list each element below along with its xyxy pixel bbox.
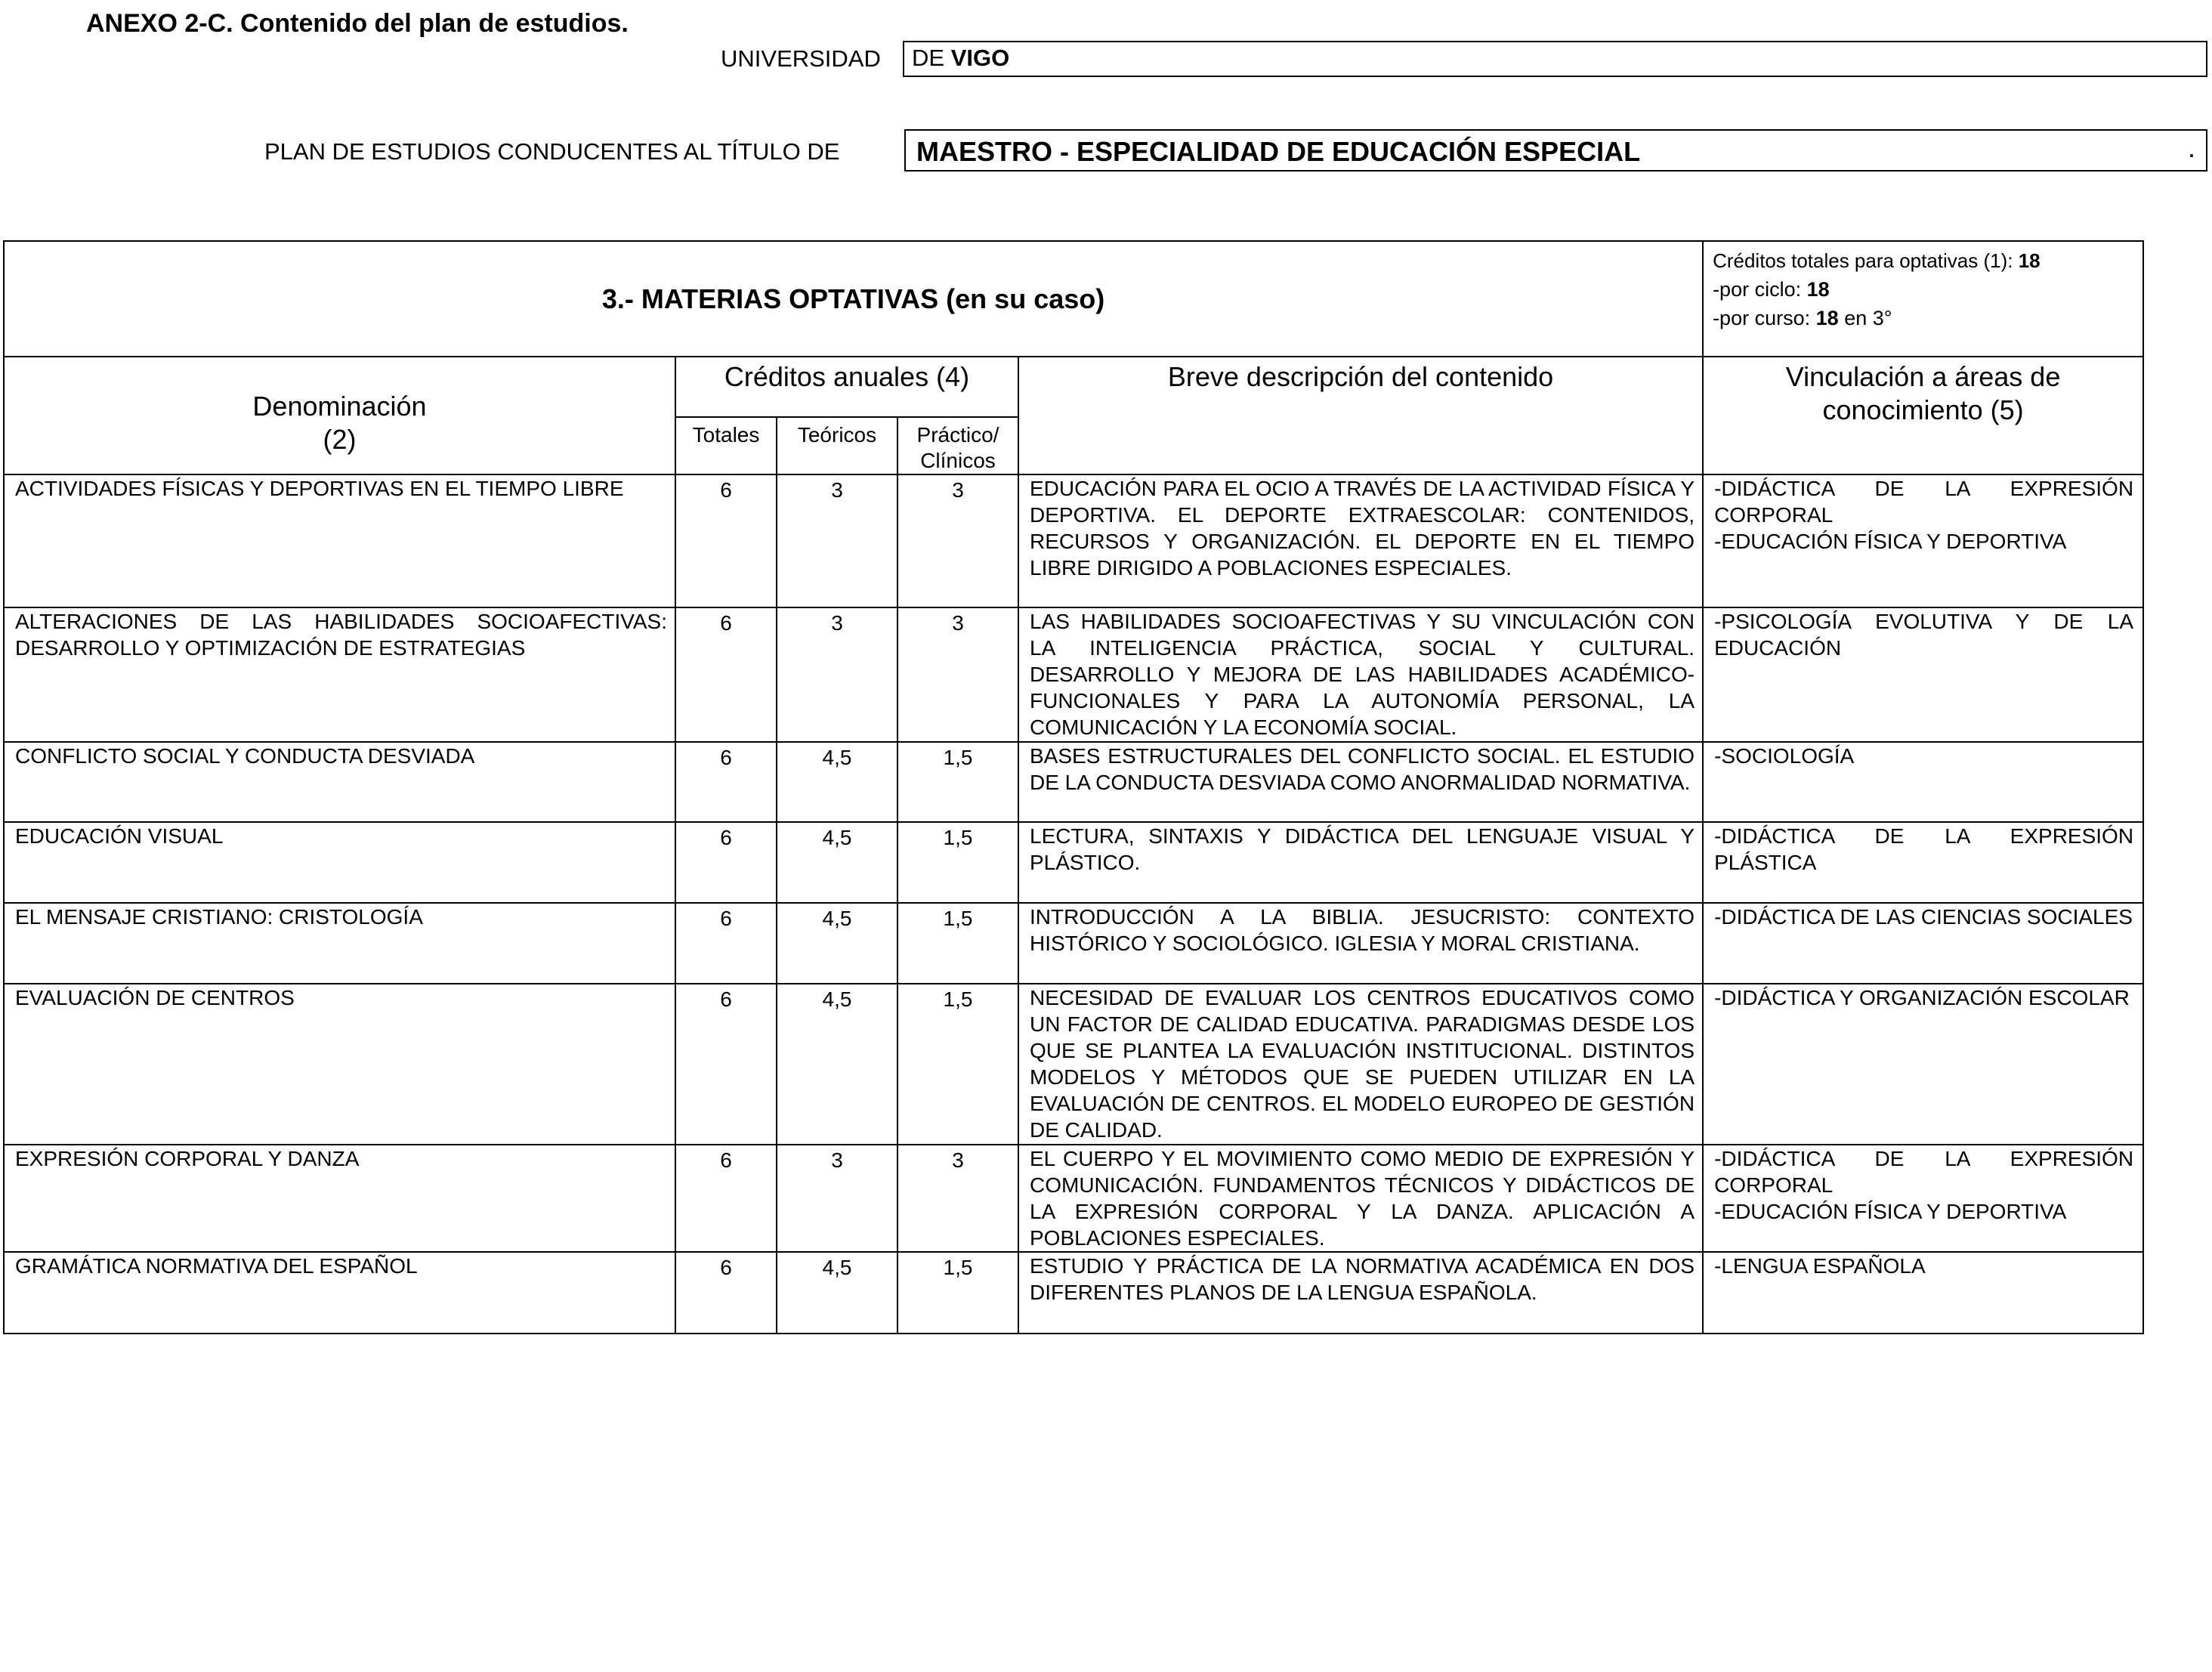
por-ciclo-line	[1713, 275, 2133, 304]
area-item: -SOCIOLOGÍA	[1714, 744, 1855, 768]
table-row	[4, 1145, 2143, 1252]
por-curso-suffix: en 3°	[1844, 307, 1892, 329]
credits-teoricos: 4,5	[777, 984, 897, 1145]
header-teoricos: Teóricos	[777, 417, 897, 474]
table-row	[4, 1252, 2143, 1334]
credits-total-line	[1713, 246, 2133, 275]
area-item: -LENGUA ESPAÑOLA	[1714, 1254, 1926, 1278]
credits-practicos: 3	[897, 607, 1018, 742]
credits-practicos: 1,5	[897, 903, 1018, 984]
knowledge-areas	[1703, 822, 2143, 903]
annex-title: ANEXO 2-C. Contenido del plan de estudios.	[86, 9, 629, 38]
denominacion-label: Denominación	[252, 391, 427, 422]
university-prefix: DE	[912, 45, 945, 71]
credits-teoricos: 3	[777, 1145, 897, 1252]
table-row	[4, 984, 2143, 1145]
credits-practicos: 3	[897, 1145, 1018, 1252]
credits-teoricos: 4,5	[777, 903, 897, 984]
header-totales: Totales	[675, 417, 777, 474]
area-item: -DIDÁCTICA DE LA EXPRESIÓN PLÁSTICA	[1714, 824, 2134, 874]
credits-teoricos: 4,5	[777, 742, 897, 822]
plan-title-field	[904, 129, 2207, 172]
credits-teoricos: 3	[777, 607, 897, 742]
section-title: 3.- MATERIAS OPTATIVAS (en su caso)	[4, 241, 1703, 357]
por-ciclo-value: 18	[1806, 278, 1830, 301]
knowledge-areas	[1703, 1145, 2143, 1252]
area-item: -PSICOLOGÍA EVOLUTIVA Y DE LA EDUCACIÓN	[1714, 610, 2134, 660]
knowledge-areas	[1703, 903, 2143, 984]
area-item: -DIDÁCTICA DE LA EXPRESIÓN CORPORAL	[1714, 1147, 2134, 1197]
por-ciclo-label: -por ciclo:	[1713, 278, 1802, 301]
optional-subjects-table	[3, 240, 2144, 1334]
subject-name: EL MENSAJE CRISTIANO: CRISTOLOGÍA	[4, 903, 675, 984]
area-item: -DIDÁCTICA DE LA EXPRESIÓN CORPORAL	[1714, 477, 2134, 527]
credits-teoricos: 4,5	[777, 1252, 897, 1334]
plan-label: PLAN DE ESTUDIOS CONDUCENTES AL TÍTULO DE	[264, 138, 840, 165]
subject-description: NECESIDAD DE EVALUAR LOS CENTROS EDUCATIVOS COMO UN FACTOR DE CALIDAD EDUCATIVA. PARADIGMAS DESDE LOS QUE SE PLANTEA LA EVALUACIÓN INSTITUCIONAL. DISTINTOS MODELOS Y MÉTODOS QUE SE PUEDEN UTILIZAR EN LA EVALUACIÓN DE CENTROS. EL MODELO EUROPEO DE GESTIÓN DE CALIDAD.	[1018, 984, 1703, 1145]
credits-teoricos: 3	[777, 474, 897, 607]
plan-title: MAESTRO - ESPECIALIDAD DE EDUCACIÓN ESPECIAL	[916, 136, 1641, 167]
subject-name: EVALUACIÓN DE CENTROS	[4, 984, 675, 1145]
area-item: -DIDÁCTICA DE LAS CIENCIAS SOCIALES	[1714, 905, 2133, 929]
area-item: -EDUCACIÓN FÍSICA Y DEPORTIVA	[1714, 530, 2067, 553]
subject-description: LECTURA, SINTAXIS Y DIDÁCTICA DEL LENGUAJE VISUAL Y PLÁSTICO.	[1018, 822, 1703, 903]
university-name: VIGO	[950, 45, 1010, 71]
header-creditos: Créditos anuales (4)	[675, 357, 1018, 417]
subject-name: EXPRESIÓN CORPORAL Y DANZA	[4, 1145, 675, 1252]
subject-description: LAS HABILIDADES SOCIOAFECTIVAS Y SU VINCULACIÓN CON LA INTELIGENCIA PRÁCTICA, SOCIAL Y CULTURAL. DESARROLLO Y MEJORA DE LAS HABILIDADES ACADÉMICO-FUNCIONALES Y PARA LA AUTONOMÍA PERSONAL, LA COMUNICACIÓN Y LA ECONOMÍA SOCIAL.	[1018, 607, 1703, 742]
credits-totales: 6	[675, 1252, 777, 1334]
credits-totales: 6	[675, 903, 777, 984]
subject-name: GRAMÁTICA NORMATIVA DEL ESPAÑOL	[4, 1252, 675, 1334]
table-row	[4, 474, 2143, 607]
credits-practicos: 3	[897, 474, 1018, 607]
subject-name: ALTERACIONES DE LAS HABILIDADES SOCIOAFECTIVAS: DESARROLLO Y OPTIMIZACIÓN DE ESTRATEGIAS	[4, 607, 675, 742]
header-vinculacion: Vinculación a áreas de conocimiento (5)	[1703, 357, 2143, 474]
table-row	[4, 903, 2143, 984]
knowledge-areas	[1703, 1252, 2143, 1334]
subject-name: ACTIVIDADES FÍSICAS Y DEPORTIVAS EN EL TIEMPO LIBRE	[4, 474, 675, 607]
credits-totales: 6	[675, 1145, 777, 1252]
credits-practicos: 1,5	[897, 822, 1018, 903]
table-row	[4, 822, 2143, 903]
credits-totales: 6	[675, 742, 777, 822]
subject-name: CONFLICTO SOCIAL Y CONDUCTA DESVIADA	[4, 742, 675, 822]
credits-practicos: 1,5	[897, 984, 1018, 1145]
credits-teoricos: 4,5	[777, 822, 897, 903]
header-practicos: Práctico/ Clínicos	[897, 417, 1018, 474]
plan-mark: .	[2187, 132, 2195, 163]
knowledge-areas	[1703, 607, 2143, 742]
table-row	[4, 742, 2143, 822]
credits-total-value: 18	[2018, 249, 2041, 272]
credits-totales: 6	[675, 822, 777, 903]
subject-description: ESTUDIO Y PRÁCTICA DE LA NORMATIVA ACADÉMICA EN DOS DIFERENTES PLANOS DE LA LENGUA ESPAÑOLA.	[1018, 1252, 1703, 1334]
subject-description: EL CUERPO Y EL MOVIMIENTO COMO MEDIO DE EXPRESIÓN Y COMUNICACIÓN. FUNDAMENTOS TÉCNICOS Y DIDÁCTICOS DE LA EXPRESIÓN CORPORAL Y LA DANZA. APLICACIÓN A POBLACIONES ESPECIALES.	[1018, 1145, 1703, 1252]
credits-summary	[1703, 241, 2143, 357]
subject-name: EDUCACIÓN VISUAL	[4, 822, 675, 903]
subject-description: BASES ESTRUCTURALES DEL CONFLICTO SOCIAL. EL ESTUDIO DE LA CONDUCTA DESVIADA COMO ANORMALIDAD NORMATIVA.	[1018, 742, 1703, 822]
por-curso-label: -por curso:	[1713, 307, 1811, 329]
knowledge-areas	[1703, 984, 2143, 1145]
credits-totales: 6	[675, 984, 777, 1145]
credits-total-label: Créditos totales para optativas (1):	[1713, 249, 2013, 272]
subject-description: EDUCACIÓN PARA EL OCIO A TRAVÉS DE LA ACTIVIDAD FÍSICA Y DEPORTIVA. EL DEPORTE EXTRAESCOLAR: CONTENIDOS, RECURSOS Y ORGANIZACIÓN. EL DEPORTE EN EL TIEMPO LIBRE DIRIGIDO A POBLACIONES ESPECIALES.	[1018, 474, 1703, 607]
university-label: UNIVERSIDAD	[721, 45, 881, 72]
credits-totales: 6	[675, 474, 777, 607]
denominacion-note: (2)	[323, 424, 357, 455]
knowledge-areas	[1703, 474, 2143, 607]
university-field	[903, 41, 2207, 77]
header-descripcion: Breve descripción del contenido	[1018, 357, 1703, 474]
area-item: -DIDÁCTICA Y ORGANIZACIÓN ESCOLAR	[1714, 986, 2130, 1009]
credits-totales: 6	[675, 607, 777, 742]
credits-practicos: 1,5	[897, 742, 1018, 822]
table-row	[4, 607, 2143, 742]
credits-practicos: 1,5	[897, 1252, 1018, 1334]
knowledge-areas	[1703, 742, 2143, 822]
header-denominacion	[4, 357, 675, 474]
por-curso-value: 18	[1815, 307, 1839, 329]
area-item: -EDUCACIÓN FÍSICA Y DEPORTIVA	[1714, 1200, 2067, 1223]
subject-description: INTRODUCCIÓN A LA BIBLIA. JESUCRISTO: CONTEXTO HISTÓRICO Y SOCIOLÓGICO. IGLESIA Y MORAL CRISTIANA.	[1018, 903, 1703, 984]
por-curso-line	[1713, 304, 2133, 332]
